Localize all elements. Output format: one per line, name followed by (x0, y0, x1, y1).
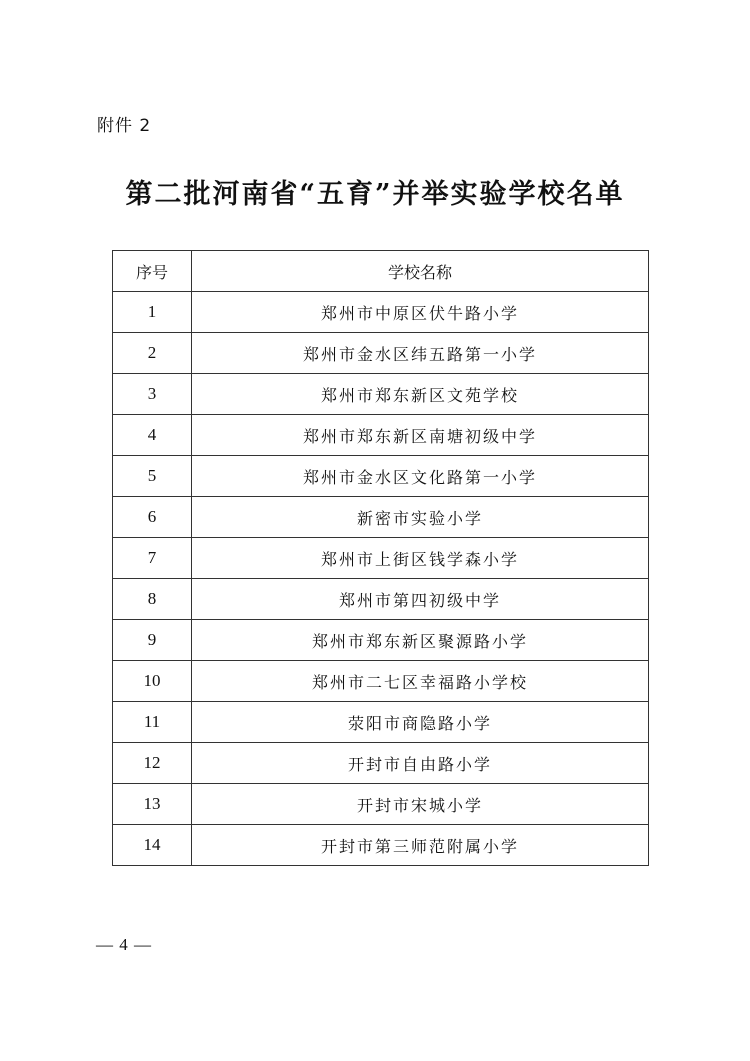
row-school-name: 郑州市郑东新区文苑学校 (192, 374, 649, 415)
table-row (113, 702, 649, 743)
table-row (113, 661, 649, 702)
row-number: 3 (113, 374, 192, 415)
document-title: 第二批河南省“五育”并举实验学校名单 (125, 179, 625, 210)
table-row (113, 620, 649, 661)
table-row (113, 333, 649, 374)
row-number: 5 (113, 456, 192, 497)
row-school-name: 荥阳市商隐路小学 (192, 702, 649, 743)
row-school-name: 郑州市上街区钱学森小学 (192, 538, 649, 579)
row-number: 4 (113, 415, 192, 456)
row-school-name: 郑州市中原区伏牛路小学 (192, 292, 649, 333)
table-row (113, 784, 649, 825)
row-school-name: 郑州市郑东新区聚源路小学 (192, 620, 649, 661)
table-row (113, 825, 649, 866)
table-row (113, 456, 649, 497)
row-number: 1 (113, 292, 192, 333)
header-school-name: 学校名称 (192, 251, 649, 292)
table-row (113, 374, 649, 415)
table-row (113, 292, 649, 333)
row-school-name: 开封市第三师范附属小学 (192, 825, 649, 866)
attachment-label: 附件 2 (97, 116, 152, 136)
table-row (113, 538, 649, 579)
table-header-row (113, 251, 649, 292)
row-school-name: 郑州市二七区幸福路小学校 (192, 661, 649, 702)
table-row (113, 743, 649, 784)
table-row (113, 579, 649, 620)
row-number: 11 (113, 702, 192, 743)
row-school-name: 开封市宋城小学 (192, 784, 649, 825)
row-school-name: 郑州市第四初级中学 (192, 579, 649, 620)
row-school-name: 新密市实验小学 (192, 497, 649, 538)
row-school-name: 郑州市金水区纬五路第一小学 (192, 333, 649, 374)
row-school-name: 开封市自由路小学 (192, 743, 649, 784)
school-list-table (112, 250, 649, 866)
row-number: 12 (113, 743, 192, 784)
row-number: 14 (113, 825, 192, 866)
page-number: — 4 — (96, 935, 152, 954)
row-number: 2 (113, 333, 192, 374)
row-number: 13 (113, 784, 192, 825)
row-number: 10 (113, 661, 192, 702)
row-number: 7 (113, 538, 192, 579)
row-number: 8 (113, 579, 192, 620)
header-number: 序号 (113, 251, 192, 292)
row-school-name: 郑州市金水区文化路第一小学 (192, 456, 649, 497)
row-number: 9 (113, 620, 192, 661)
row-school-name: 郑州市郑东新区南塘初级中学 (192, 415, 649, 456)
table-row (113, 497, 649, 538)
table-row (113, 415, 649, 456)
row-number: 6 (113, 497, 192, 538)
